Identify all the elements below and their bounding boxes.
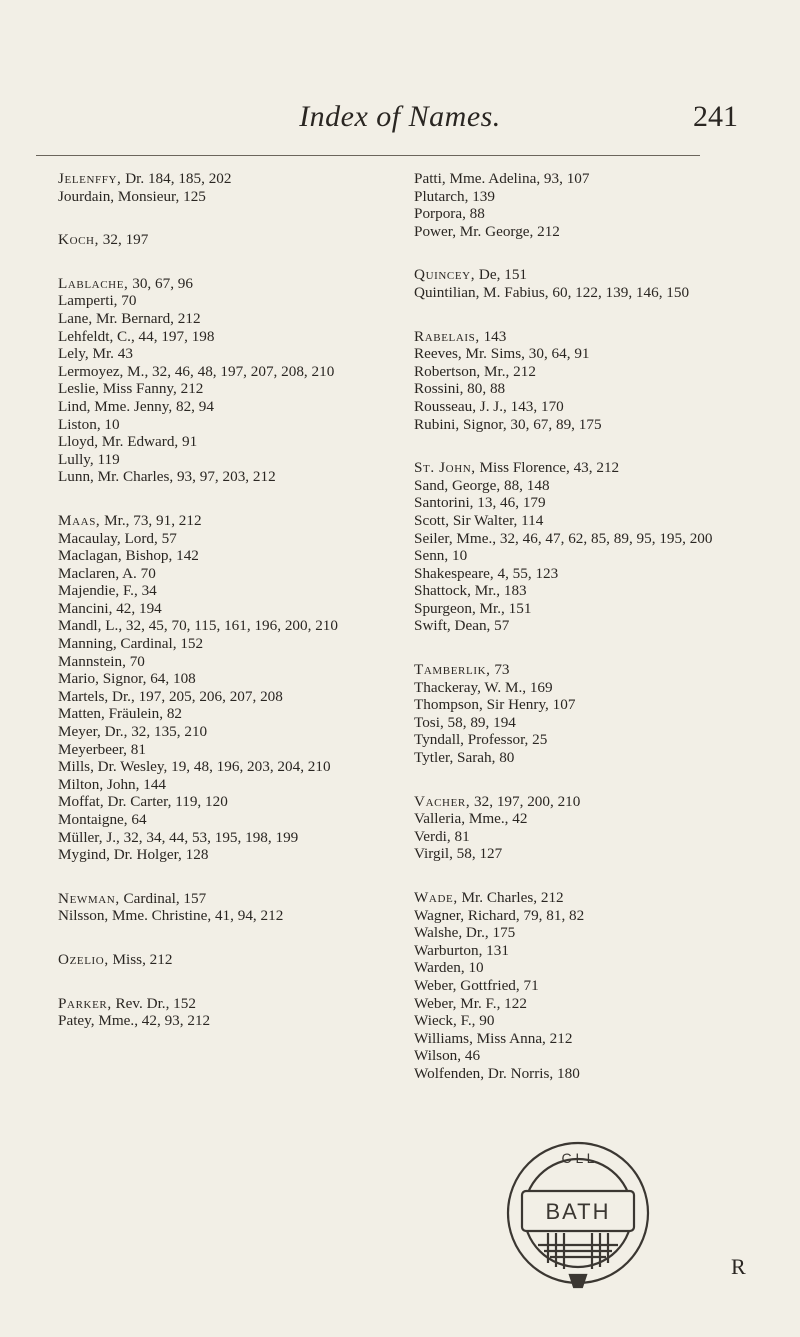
index-entry-text: Warburton, 131 — [414, 941, 509, 959]
index-entry-text: Thompson, Sir Henry, 107 — [414, 696, 576, 714]
index-entry-text: Mandl, L., 32, 45, 70, 115, 161, 196, 200, 210 — [58, 617, 338, 635]
index-entry-text: Seiler, Mme., 32, 46, 47, 62, 85, 89, 95, 195, 200 — [414, 529, 713, 547]
index-entry — [58, 890, 388, 908]
index-entry-head: Vacher, — [414, 792, 471, 810]
index-entry-text: Spurgeon, Mr., 151 — [414, 599, 532, 617]
index-letter-group — [414, 889, 774, 1083]
index-entry-head: Newman, — [58, 889, 120, 907]
index-entry — [58, 907, 388, 925]
index-entry — [414, 793, 774, 811]
index-entry — [414, 328, 774, 346]
index-entry — [414, 284, 774, 302]
index-entry — [58, 811, 388, 829]
index-entry-text: Patti, Mme. Adelina, 93, 107 — [414, 170, 590, 187]
index-entry-text: 73 — [490, 661, 510, 679]
index-entry — [58, 170, 388, 188]
index-entry — [58, 951, 388, 969]
index-entry — [414, 995, 774, 1013]
index-entry — [58, 231, 388, 249]
index-entry-text: Rousseau, J. J., 143, 170 — [414, 397, 564, 415]
index-entry-text: Rev. Dr., 152 — [111, 994, 196, 1012]
index-entry — [414, 977, 774, 995]
index-entry-text: Nilsson, Mme. Christine, 41, 94, 212 — [58, 907, 284, 925]
index-entry-text: Quintilian, M. Fabius, 60, 122, 139, 146, 150 — [414, 283, 690, 301]
index-entry-text: Maclagan, Bishop, 142 — [58, 547, 199, 565]
header-rule — [36, 155, 700, 156]
index-entry-text: Majendie, F., 34 — [58, 582, 157, 600]
index-entry — [58, 705, 388, 723]
index-entry — [414, 380, 774, 398]
index-entry-text: Senn, 10 — [414, 547, 468, 565]
index-entry — [414, 416, 774, 434]
library-stamp — [498, 1133, 658, 1293]
index-entry-head: St. John, — [414, 459, 476, 477]
index-entry — [58, 688, 388, 706]
index-entry-text: Reeves, Mr. Sims, 30, 64, 91 — [414, 345, 590, 363]
index-entry — [414, 188, 774, 206]
index-entry-text: Lermoyez, M., 32, 46, 48, 197, 207, 208, 210 — [58, 362, 335, 380]
index-entry-text: Warden, 10 — [414, 959, 484, 977]
index-entry-text: Martels, Dr., 197, 205, 206, 207, 208 — [58, 687, 283, 705]
index-letter-group — [58, 231, 388, 249]
stamp-bath-text: BATH — [545, 1199, 611, 1224]
index-entry — [414, 907, 774, 925]
index-entry-head: Koch, — [58, 231, 99, 249]
index-entry — [414, 731, 774, 749]
index-entry-head: Parker, — [58, 994, 112, 1012]
index-entry-text: 32, 197, 200, 210 — [470, 792, 581, 810]
index-entry — [414, 696, 774, 714]
index-entry — [414, 512, 774, 530]
index-entry-head: Ozelio, — [58, 950, 109, 968]
stamp-arc-text: C L L — [561, 1150, 595, 1166]
index-entry-text: Wieck, F., 90 — [414, 1012, 495, 1030]
index-entry-text: Maclaren, A. 70 — [58, 564, 156, 582]
index-entry-head: Lablache, — [58, 274, 129, 292]
index-entry-text: Dr. 184, 185, 202 — [121, 170, 232, 187]
index-entry-text: Lamperti, 70 — [58, 292, 137, 310]
index-entry-text: Porpora, 88 — [414, 205, 485, 223]
index-entry-text: Meyer, Dr., 32, 135, 210 — [58, 723, 208, 741]
index-entry-text: Meyerbeer, 81 — [58, 740, 146, 758]
index-entry-head: Maas, — [58, 511, 101, 529]
index-letter-group — [58, 890, 388, 925]
index-entry-text: Jourdain, Monsieur, 125 — [58, 187, 206, 205]
index-entry — [414, 363, 774, 381]
index-entry — [58, 995, 388, 1013]
index-entry — [58, 776, 388, 794]
index-entry — [414, 459, 774, 477]
index-entry-text: 32, 197 — [99, 231, 149, 249]
index-entry-text: Montaigne, 64 — [58, 811, 147, 828]
index-entry — [414, 661, 774, 679]
index-entry — [58, 793, 388, 811]
index-entry-text: Swift, Dean, 57 — [414, 617, 510, 635]
page-header — [36, 100, 764, 140]
index-entry-text: Mills, Dr. Wesley, 19, 48, 196, 203, 204, 210 — [58, 758, 331, 776]
index-entry-text: Matten, Fräulein, 82 — [58, 705, 183, 723]
index-letter-group — [58, 951, 388, 969]
index-entry — [414, 600, 774, 618]
index-entry-text: Tyndall, Professor, 25 — [414, 731, 548, 749]
index-entry — [414, 223, 774, 241]
index-entry-text: Lely, Mr. 43 — [58, 345, 133, 363]
index-letter-group — [414, 266, 774, 301]
index-entry-text: Walshe, Dr., 175 — [414, 924, 516, 942]
index-entry-text: Wagner, Richard, 79, 81, 82 — [414, 906, 585, 924]
index-entry-text: Lunn, Mr. Charles, 93, 97, 203, 212 — [58, 468, 276, 486]
index-entry-text: Mygind, Dr. Holger, 128 — [58, 846, 209, 864]
index-entry — [58, 846, 388, 864]
index-entry-text: Mancini, 42, 194 — [58, 599, 162, 617]
index-entry — [58, 345, 388, 363]
index-entry — [58, 1012, 388, 1030]
index-entry — [414, 494, 774, 512]
index-column-left — [58, 170, 388, 1056]
index-entry-text: Verdi, 81 — [414, 827, 470, 845]
index-entry-head: Jelenffy, — [58, 170, 122, 187]
index-entry-head: Rabelais, — [414, 327, 480, 345]
index-entry — [414, 205, 774, 223]
index-entry-text: 30, 67, 96 — [128, 274, 193, 292]
index-entry-text: Miss Florence, 43, 212 — [475, 459, 620, 477]
index-entry — [58, 670, 388, 688]
index-entry — [58, 530, 388, 548]
index-entry — [58, 758, 388, 776]
index-entry-text: Williams, Miss Anna, 212 — [414, 1029, 573, 1047]
index-entry — [414, 530, 774, 548]
index-entry-text: Mannstein, 70 — [58, 652, 145, 670]
index-entry — [58, 829, 388, 847]
index-entry-text: Thackeray, W. M., 169 — [414, 678, 553, 696]
index-entry — [414, 1065, 774, 1083]
index-letter-group — [58, 995, 388, 1030]
index-entry-text: Robertson, Mr., 212 — [414, 362, 536, 380]
index-entry — [414, 565, 774, 583]
index-entry — [414, 266, 774, 284]
index-entry — [58, 723, 388, 741]
index-entry — [58, 433, 388, 451]
index-entry — [58, 451, 388, 469]
index-entry — [58, 565, 388, 583]
index-entry-text: Shattock, Mr., 183 — [414, 582, 527, 600]
index-entry — [414, 477, 774, 495]
index-letter-group — [58, 275, 388, 486]
index-entry — [414, 889, 774, 907]
index-entry-text: Müller, J., 32, 34, 44, 53, 195, 198, 199 — [58, 828, 299, 846]
index-entry — [414, 749, 774, 767]
index-entry-text: Lehfeldt, C., 44, 197, 198 — [58, 327, 215, 345]
index-entry-text: Rossini, 80, 88 — [414, 380, 506, 398]
index-entry-text: Sand, George, 88, 148 — [414, 476, 550, 494]
index-entry-text: Tytler, Sarah, 80 — [414, 749, 515, 767]
index-entry — [414, 398, 774, 416]
index-entry — [414, 547, 774, 565]
index-entry — [58, 416, 388, 434]
index-entry-text: Mario, Signor, 64, 108 — [58, 670, 196, 688]
index-entry-text: Power, Mr. George, 212 — [414, 222, 560, 240]
index-entry-text: Wolfenden, Dr. Norris, 180 — [414, 1064, 580, 1082]
index-entry — [58, 617, 388, 635]
index-entry-head: Quincey, — [414, 266, 476, 284]
index-entry — [414, 345, 774, 363]
index-entry-text: Virgil, 58, 127 — [414, 845, 503, 863]
index-letter-group — [414, 459, 774, 635]
index-entry-text: Lane, Mr. Bernard, 212 — [58, 309, 201, 327]
index-column-right — [414, 170, 774, 1109]
index-entry — [58, 380, 388, 398]
index-entry-text: Cardinal, 157 — [119, 889, 207, 907]
shelf-mark: R — [731, 1254, 746, 1279]
page-number: 241 — [693, 100, 738, 133]
index-letter-group — [414, 793, 774, 863]
index-entry — [58, 635, 388, 653]
index-entry — [58, 328, 388, 346]
index-entry — [58, 582, 388, 600]
index-entry-text: Liston, 10 — [58, 415, 120, 433]
index-entry-text: Patey, Mme., 42, 93, 212 — [58, 1012, 211, 1030]
index-entry — [414, 845, 774, 863]
index-entry-text: Lloyd, Mr. Edward, 91 — [58, 433, 198, 451]
index-entry — [414, 942, 774, 960]
index-entry — [414, 810, 774, 828]
index-letter-group — [58, 512, 388, 864]
index-entry-text: Manning, Cardinal, 152 — [58, 635, 204, 653]
index-entry-text: Weber, Mr. F., 122 — [414, 994, 527, 1012]
index-entry — [58, 188, 388, 206]
index-entry — [414, 828, 774, 846]
index-entry-text: Wilson, 46 — [414, 1047, 481, 1065]
index-entry-text: Lully, 119 — [58, 450, 120, 468]
index-entry — [58, 547, 388, 565]
index-entry-text: Miss, 212 — [108, 950, 173, 968]
index-entry-text: Mr., 73, 91, 212 — [100, 511, 202, 529]
index-entry — [414, 617, 774, 635]
index-entry-head: Wade, — [414, 889, 458, 906]
index-entry — [58, 653, 388, 671]
index-entry-text: Shakespeare, 4, 55, 123 — [414, 564, 559, 582]
index-entry — [414, 959, 774, 977]
index-entry — [58, 310, 388, 328]
index-entry-text: Weber, Gottfried, 71 — [414, 976, 539, 994]
index-entry-text: Macaulay, Lord, 57 — [58, 529, 177, 547]
index-entry — [58, 741, 388, 759]
index-entry — [58, 600, 388, 618]
index-entry-text: Santorini, 13, 46, 179 — [414, 494, 546, 512]
index-entry-text: Moffat, Dr. Carter, 119, 120 — [58, 793, 228, 811]
index-entry-text: Valleria, Mme., 42 — [414, 810, 528, 828]
index-entry-text: Plutarch, 139 — [414, 187, 495, 205]
index-entry — [58, 275, 388, 293]
index-entry-text: Tosi, 58, 89, 194 — [414, 713, 516, 731]
index-entry-head: Tamberlik, — [414, 661, 491, 679]
index-entry-text: Lind, Mme. Jenny, 82, 94 — [58, 397, 214, 415]
index-entry-text: De, 151 — [475, 266, 528, 284]
index-letter-group — [414, 170, 774, 240]
index-entry — [414, 714, 774, 732]
index-entry-text: Scott, Sir Walter, 114 — [414, 511, 544, 529]
index-entry-text: Milton, John, 144 — [58, 775, 167, 793]
index-entry — [414, 170, 774, 188]
index-entry — [414, 1012, 774, 1030]
index-entry — [58, 292, 388, 310]
index-letter-group — [414, 661, 774, 767]
index-entry — [58, 363, 388, 381]
index-entry — [58, 512, 388, 530]
index-entry — [58, 398, 388, 416]
index-entry-text: Leslie, Miss Fanny, 212 — [58, 380, 204, 398]
running-title: Index of Names. — [299, 100, 501, 133]
index-entry-text: 143 — [479, 327, 507, 345]
index-entry-text: Rubini, Signor, 30, 67, 89, 175 — [414, 415, 602, 433]
index-entry — [414, 924, 774, 942]
index-entry — [414, 679, 774, 697]
index-entry — [414, 1047, 774, 1065]
index-letter-group — [414, 328, 774, 434]
index-letter-group — [58, 170, 388, 205]
index-entry-text: Mr. Charles, 212 — [457, 889, 564, 906]
index-entry — [414, 1030, 774, 1048]
index-entry — [414, 582, 774, 600]
index-entry — [58, 468, 388, 486]
